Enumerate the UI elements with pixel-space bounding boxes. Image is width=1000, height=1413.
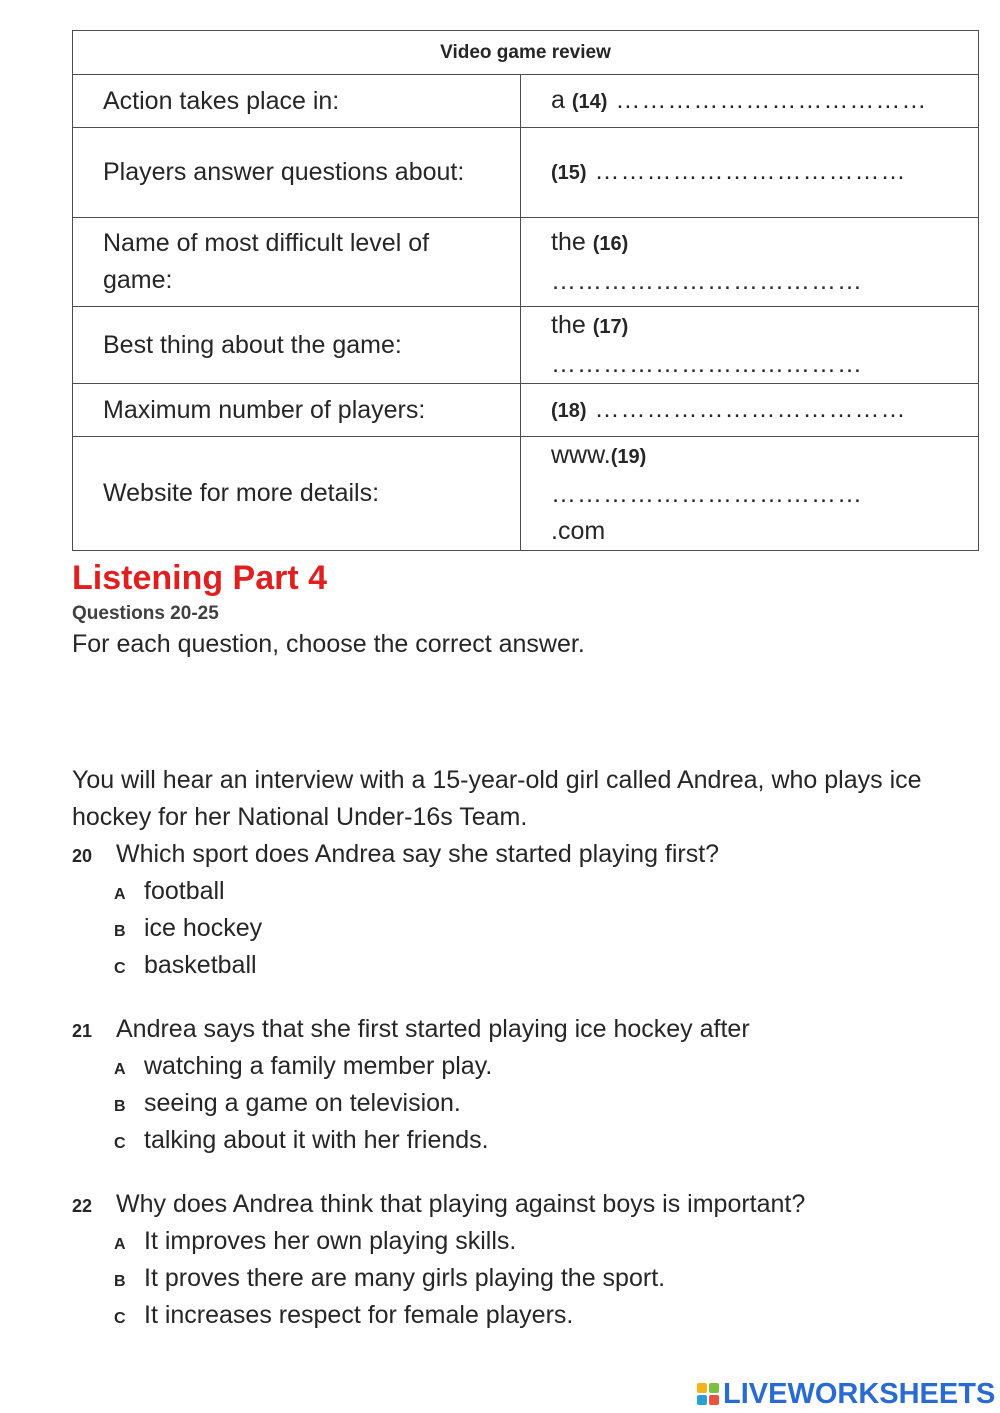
option-22-b[interactable] xyxy=(114,1260,665,1300)
answer-cell-17 xyxy=(521,307,979,384)
question-text: Andrea says that she first started playing ice hockey after xyxy=(116,1015,750,1043)
row-label: Maximum number of players: xyxy=(73,384,521,437)
option-21-b[interactable] xyxy=(114,1085,461,1125)
question-number: 21 xyxy=(72,1021,93,1041)
section-heading: Listening Part 4 xyxy=(72,559,328,597)
answer-suffix: .com xyxy=(551,517,606,545)
option-22-a[interactable] xyxy=(114,1223,516,1263)
question-text: Which sport does Andrea say she started playing first? xyxy=(116,840,720,868)
option-letter: A xyxy=(114,1236,126,1253)
option-22-c[interactable] xyxy=(114,1297,573,1337)
table-row xyxy=(73,307,979,384)
instructions: For each question, choose the correct answer. xyxy=(72,630,585,658)
option-20-a[interactable] xyxy=(114,873,225,913)
table-title: Video game review xyxy=(73,31,979,75)
row-label: Best thing about the game: xyxy=(73,307,521,384)
question-number: (14) xyxy=(571,90,608,113)
question-text: Why does Andrea think that playing against boys is important? xyxy=(116,1190,806,1218)
option-letter: C xyxy=(114,1135,126,1152)
option-text: basketball xyxy=(144,951,257,979)
option-text: It increases respect for female players. xyxy=(144,1301,574,1329)
row-label: Name of most difficult level of game: xyxy=(73,218,521,307)
option-letter: A xyxy=(114,1061,126,1078)
answer-cell-18 xyxy=(521,384,979,437)
option-text: talking about it with her friends. xyxy=(144,1126,489,1154)
option-text: seeing a game on television. xyxy=(144,1089,461,1117)
answer-cell-16 xyxy=(521,218,979,307)
answer-cell-19 xyxy=(521,437,979,551)
option-letter: C xyxy=(114,960,126,977)
option-21-a[interactable] xyxy=(114,1048,492,1088)
option-21-c[interactable] xyxy=(114,1122,489,1162)
answer-cell-14 xyxy=(521,75,979,128)
listening-intro: You will hear an interview with a 15-year-old girl called Andrea, who plays ice hockey for her National Under-16s Team. xyxy=(72,766,922,831)
row-label: Website for more details: xyxy=(73,437,521,551)
video-game-review-table xyxy=(72,30,979,551)
question-number: (18) xyxy=(551,399,587,422)
table-row xyxy=(73,218,979,307)
answer-prefix: the xyxy=(551,311,593,339)
question-20 xyxy=(72,836,719,875)
answer-cell-15 xyxy=(521,128,979,218)
option-text: football xyxy=(144,877,225,905)
answer-prefix: the xyxy=(551,228,593,256)
question-number: (19) xyxy=(610,446,647,468)
question-number: (16) xyxy=(592,233,629,255)
option-letter: B xyxy=(114,1273,126,1290)
question-number: 20 xyxy=(72,846,93,866)
option-text: It improves her own playing skills. xyxy=(144,1227,517,1255)
answer-blank-16[interactable]: ……………………………… xyxy=(551,267,863,295)
table-row xyxy=(73,437,979,551)
table-row xyxy=(73,75,979,128)
option-text: watching a family member play. xyxy=(144,1052,493,1080)
question-number: 22 xyxy=(72,1196,93,1216)
table-title-row xyxy=(73,31,979,75)
option-20-b[interactable] xyxy=(114,910,262,950)
answer-prefix: a xyxy=(551,85,572,114)
question-22 xyxy=(72,1186,805,1225)
answer-blank-19[interactable]: ……………………………… xyxy=(551,480,863,508)
row-label: Players answer questions about: xyxy=(73,128,521,218)
table-row xyxy=(73,384,979,437)
question-21 xyxy=(72,1011,750,1050)
option-letter: B xyxy=(114,923,126,940)
answer-prefix: www. xyxy=(551,441,611,469)
answer-blank-18[interactable]: ……………………………… xyxy=(586,394,907,423)
option-letter: B xyxy=(114,1098,126,1115)
questions-range: Questions 20-25 xyxy=(72,603,219,624)
answer-blank-17[interactable]: ……………………………… xyxy=(551,350,863,378)
logo-text: LIVEWORKSHEETS xyxy=(723,1377,996,1410)
option-20-c[interactable] xyxy=(114,947,257,987)
liveworksheets-logo-icon xyxy=(697,1383,719,1405)
question-number: (17) xyxy=(592,316,629,338)
liveworksheets-logo xyxy=(697,1378,995,1410)
row-label: Action takes place in: xyxy=(73,75,521,128)
question-number: (15) xyxy=(551,162,587,184)
table-row xyxy=(73,128,979,218)
option-letter: A xyxy=(114,886,126,903)
answer-blank-14[interactable]: ……………………………… xyxy=(607,85,928,114)
answer-blank-15[interactable]: ……………………………… xyxy=(586,157,907,185)
option-text: ice hockey xyxy=(144,914,263,942)
option-text: It proves there are many girls playing the sport. xyxy=(144,1264,666,1292)
option-letter: C xyxy=(114,1310,126,1327)
